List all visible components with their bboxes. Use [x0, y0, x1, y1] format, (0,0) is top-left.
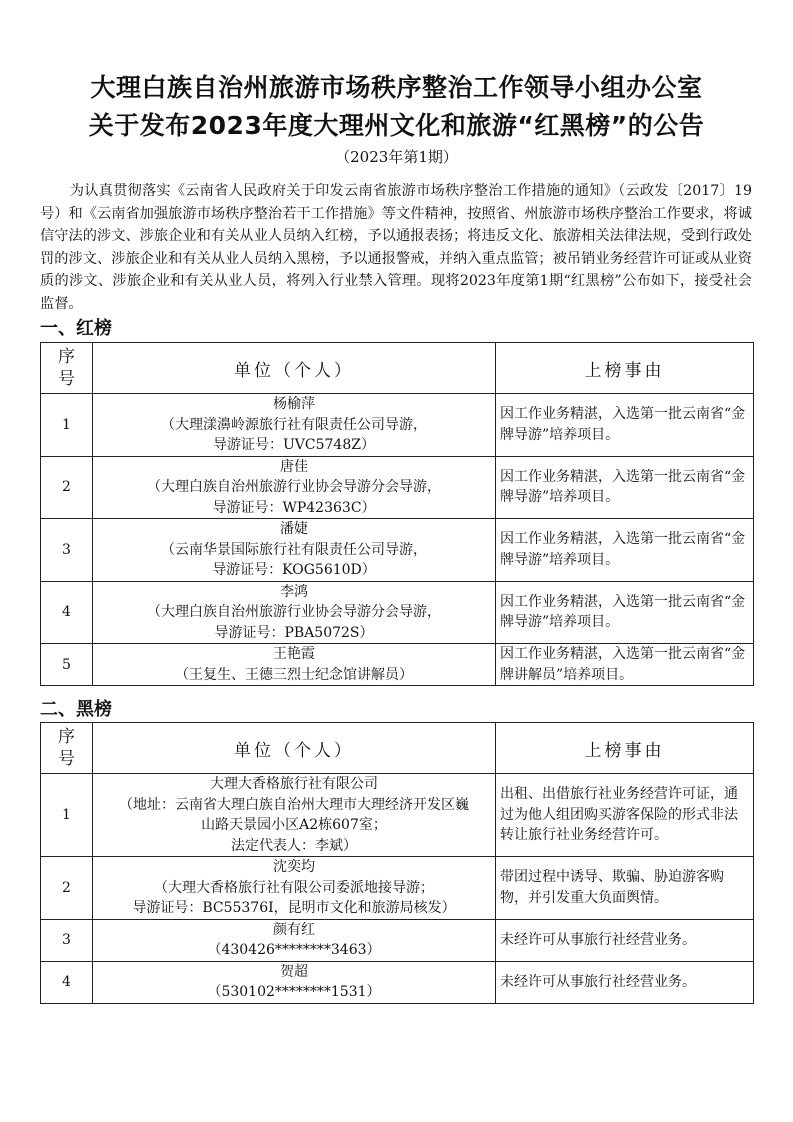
- seq-header: [41, 723, 93, 774]
- table-row: [41, 394, 754, 457]
- person-name: 贺超: [280, 963, 308, 980]
- reason-cell: 因工作业务精湛，入选第一批云南省“金牌导游”培养项目。: [496, 581, 754, 644]
- person-cell: [93, 961, 496, 1003]
- guide-license: 导游证号：KOG5610D）: [212, 562, 376, 578]
- seq-header-char: 序: [58, 347, 75, 367]
- person-cell: [93, 456, 496, 519]
- person-name: 颜有红: [273, 921, 315, 938]
- intro-paragraph: 为认真贯彻落实《云南省人民政府关于印发云南省旅游市场秩序整治工作措施的通知》（云政发〔2017〕19号）和《云南省加强旅游市场秩序整治若干工作措施》等文件精神，按照省、州旅游市场秩序整治工作要求，将诚信守法的涉文、涉旅企业和有关从业人员纳入红榜，予以通报表扬；将违反文化、旅游相关法律法规，受到行政处罚的涉文、涉旅企业和有关从业人员纳入黑榜，予以通报警戒，并纳入重点监管；被吊销业务经营许可证或从业资质的涉文、涉旅企业和有关从业人员，将列入行业禁入管理。现将2023年度第1期“红黑榜”公布如下，接受社会监督。: [40, 183, 752, 312]
- person-affiliation: （大理白族自治州旅游行业协会导游分会导游，: [147, 604, 441, 620]
- person-cell: [93, 519, 496, 582]
- person-cell: [93, 857, 496, 920]
- company-cell: [93, 774, 496, 857]
- row-number: 5: [41, 644, 93, 686]
- person-affiliation: （大理白族自治州旅游行业协会导游分会导游，: [147, 479, 441, 495]
- unit-header: 单位（个人）: [93, 723, 496, 774]
- table-row: [41, 774, 754, 857]
- person-cell: [93, 919, 496, 961]
- reason-cell: 未经许可从事旅行社经营业务。: [496, 919, 754, 961]
- person-name: 杨榆萍: [273, 396, 315, 412]
- guide-license: 导游证号：BC55376I，昆明市文化和旅游局核发）: [132, 900, 456, 916]
- seq-header: [41, 343, 93, 394]
- reason-header: 上榜事由: [496, 723, 754, 774]
- person-name: 李鸿: [280, 583, 308, 600]
- person-affiliation: （大理漾濞岭源旅行社有限责任公司导游，: [161, 416, 427, 433]
- black-list-heading: 二、黑榜: [40, 699, 112, 720]
- person-affiliation: （王复生、王德三烈士纪念馆讲解员）: [175, 666, 413, 683]
- row-number: 1: [41, 394, 93, 457]
- person-cell: [93, 394, 496, 457]
- row-number: 2: [41, 456, 93, 519]
- unit-header: 单位（个人）: [93, 343, 496, 394]
- row-number: 3: [41, 519, 93, 582]
- table-row: [41, 857, 754, 920]
- table-row: [41, 581, 754, 644]
- title-line-2: 关于发布2023年度大理州文化和旅游“红黑榜”的公告: [88, 111, 705, 140]
- reason-cell: 未经许可从事旅行社经营业务。: [496, 961, 754, 1003]
- legal-representative: 法定代表人：李斌）: [231, 837, 357, 854]
- person-affiliation: （云南华景国际旅行社有限责任公司导游，: [161, 541, 427, 558]
- company-address-cont: 山路天景园小区A2栋607室；: [201, 817, 387, 833]
- red-list-heading: 一、红榜: [40, 318, 112, 339]
- person-name: 沈奕均: [273, 859, 315, 875]
- table-row: [41, 961, 754, 1003]
- reason-cell: 出租、出借旅行社业务经营许可证，通过为他人组团购买游客保险的形式非法转让旅行社业务经营许可。: [496, 774, 754, 857]
- red-list-table: [40, 342, 754, 686]
- person-cell: [93, 581, 496, 644]
- table-row: [41, 919, 754, 961]
- guide-license: 导游证号：PBA5072S）: [214, 624, 374, 641]
- seq-header-char: 序: [58, 727, 75, 747]
- row-number: 3: [41, 919, 93, 961]
- id-number: （530102********1531）: [207, 984, 381, 1000]
- row-number: 4: [41, 961, 93, 1003]
- table-row: [41, 644, 754, 686]
- black-list-table: [40, 722, 754, 1004]
- row-number: 2: [41, 857, 93, 920]
- reason-cell: 带团过程中诱导、欺骗、胁迫游客购物，并引发重大负面舆情。: [496, 857, 754, 920]
- person-affiliation: （大理大香格旅行社有限公司委派地接导游；: [154, 879, 434, 896]
- id-number: （430426********3463）: [207, 942, 381, 958]
- reason-cell: 因工作业务精湛，入选第一批云南省“金牌讲解员”培养项目。: [496, 644, 754, 686]
- reason-header: 上榜事由: [496, 343, 754, 394]
- reason-cell: 因工作业务精湛，入选第一批云南省“金牌导游”培养项目。: [496, 519, 754, 582]
- guide-license: 导游证号：WP42363C）: [212, 499, 376, 516]
- company-name: 大理大香格旅行社有限公司: [210, 776, 378, 792]
- seq-header-char: 号: [58, 369, 75, 389]
- table-header-row: [41, 723, 754, 774]
- table-row: [41, 519, 754, 582]
- guide-license: 导游证号：UVC5748Z）: [213, 437, 375, 453]
- issue-number: （2023年第1期）: [335, 148, 458, 166]
- person-cell: [93, 644, 496, 686]
- company-address: （地址：云南省大理白族自治州大理市大理经济开发区巍: [119, 796, 469, 813]
- table-header-row: [41, 343, 754, 394]
- reason-cell: 因工作业务精湛，入选第一批云南省“金牌导游”培养项目。: [496, 456, 754, 519]
- title-line-1: 大理白族自治州旅游市场秩序整治工作领导小组办公室: [90, 73, 703, 102]
- row-number: 1: [41, 774, 93, 857]
- person-name: 王艳霞: [273, 646, 315, 662]
- row-number: 4: [41, 581, 93, 644]
- seq-header-char: 号: [58, 749, 75, 769]
- reason-cell: 因工作业务精湛，入选第一批云南省“金牌导游”培养项目。: [496, 394, 754, 457]
- person-name: 唐佳: [280, 458, 308, 475]
- person-name: 潘婕: [280, 521, 308, 537]
- table-row: [41, 456, 754, 519]
